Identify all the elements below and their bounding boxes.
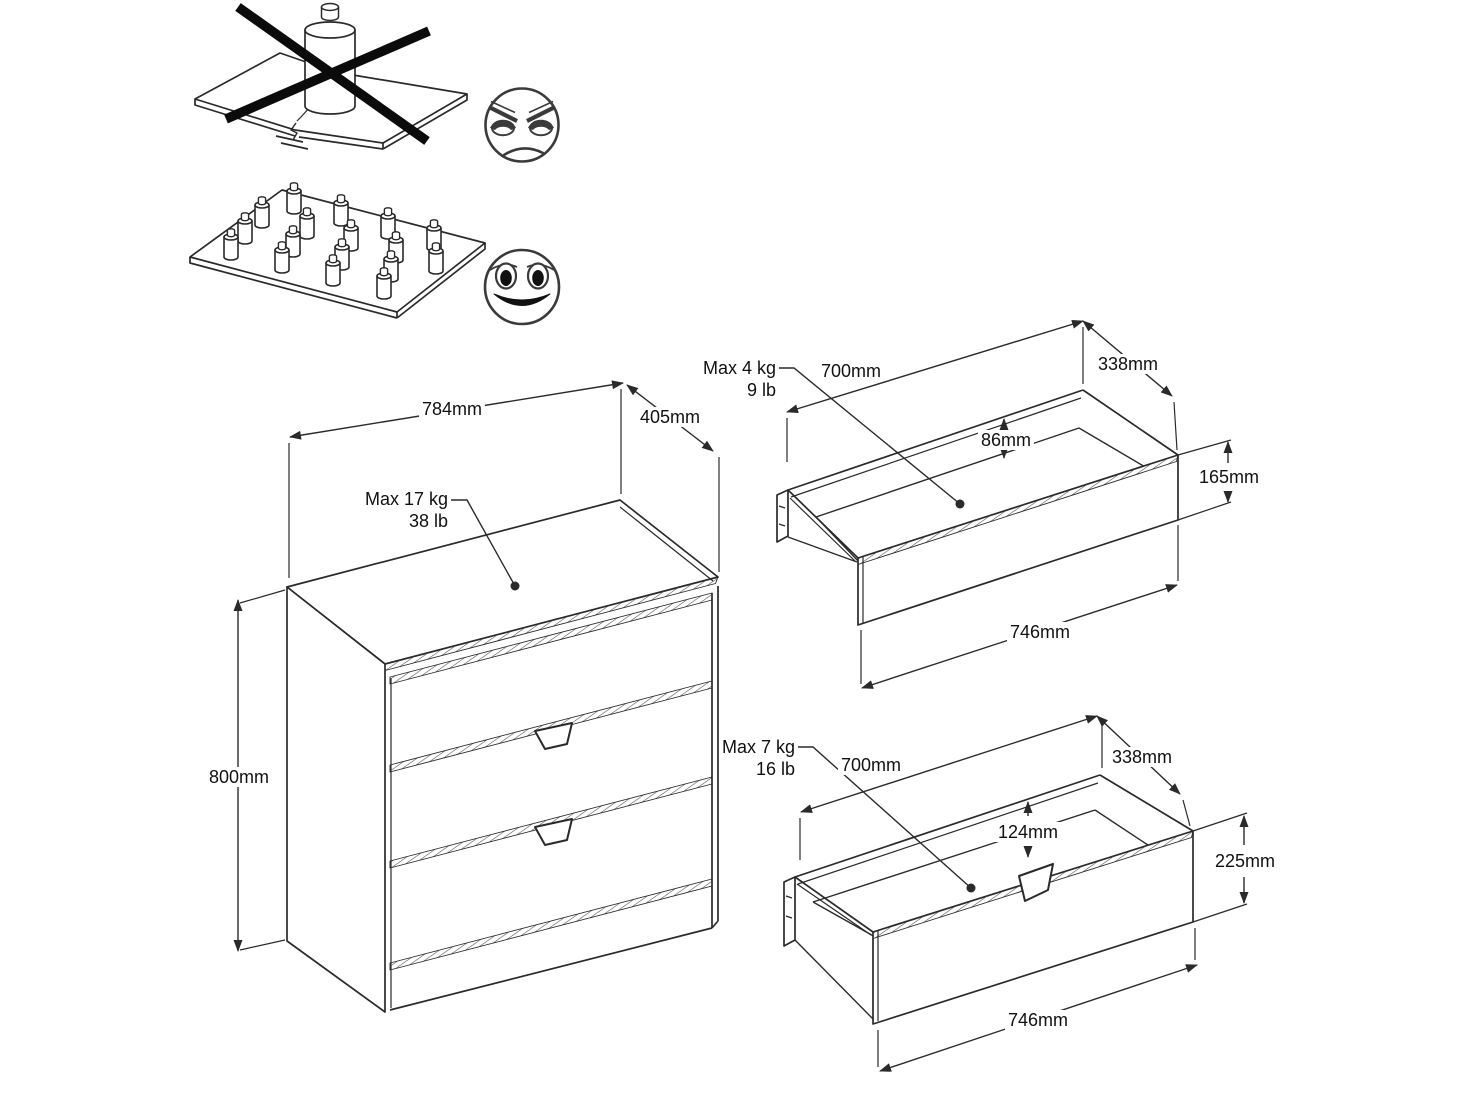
bottom-drawer-front-height-dimension-label: 225mm xyxy=(1212,851,1278,871)
distributed-load-pictogram xyxy=(190,183,485,318)
smiley-face-icon xyxy=(485,250,559,324)
bottom-drawer-max-load-kg: Max 7 kg xyxy=(721,737,795,757)
top-drawer-front-height-dimension-label: 165mm xyxy=(1196,467,1262,487)
angry-face-icon xyxy=(486,89,559,162)
no-point-load-pictogram xyxy=(195,4,467,150)
chest-height-dimension-label: 800mm xyxy=(206,767,272,787)
bottom-drawer-front-panel xyxy=(873,831,1193,1024)
bottom-drawer-max-load-lb: 16 lb xyxy=(755,759,795,779)
top-drawer-depth-dimension-label: 338mm xyxy=(1095,354,1161,374)
chest-max-load-lb: 38 lb xyxy=(408,511,448,531)
chest-max-load-kg: Max 17 kg xyxy=(364,489,448,509)
bottom-drawer-depth-dimension-label: 338mm xyxy=(1109,747,1175,767)
top-drawer-max-load-lb: 9 lb xyxy=(746,380,776,400)
top-drawer-width-dimension-label: 700mm xyxy=(818,361,884,381)
bottom-drawer-inner-height-dimension-label: 124mm xyxy=(995,822,1061,842)
top-drawer-max-load-label xyxy=(703,357,776,401)
bottom-drawer-front-width-dimension-label: 746mm xyxy=(1005,1010,1071,1030)
chest-max-load-label xyxy=(365,488,448,532)
top-drawer-max-load-kg: Max 4 kg xyxy=(702,358,776,378)
top-drawer-inner-height-dimension-label: 86mm xyxy=(978,430,1034,450)
chest-width-dimension-label: 784mm xyxy=(419,399,485,419)
top-drawer-front-width-dimension-label: 746mm xyxy=(1007,622,1073,642)
chest-depth-dimension-label: 405mm xyxy=(637,407,703,427)
top-drawer-drawing xyxy=(777,390,1178,625)
bottom-drawer-max-load-label xyxy=(722,736,795,780)
bottom-drawer-width-dimension-label: 700mm xyxy=(838,755,904,775)
chest-drawing xyxy=(287,500,718,1012)
top-drawer-front-panel xyxy=(858,455,1178,625)
